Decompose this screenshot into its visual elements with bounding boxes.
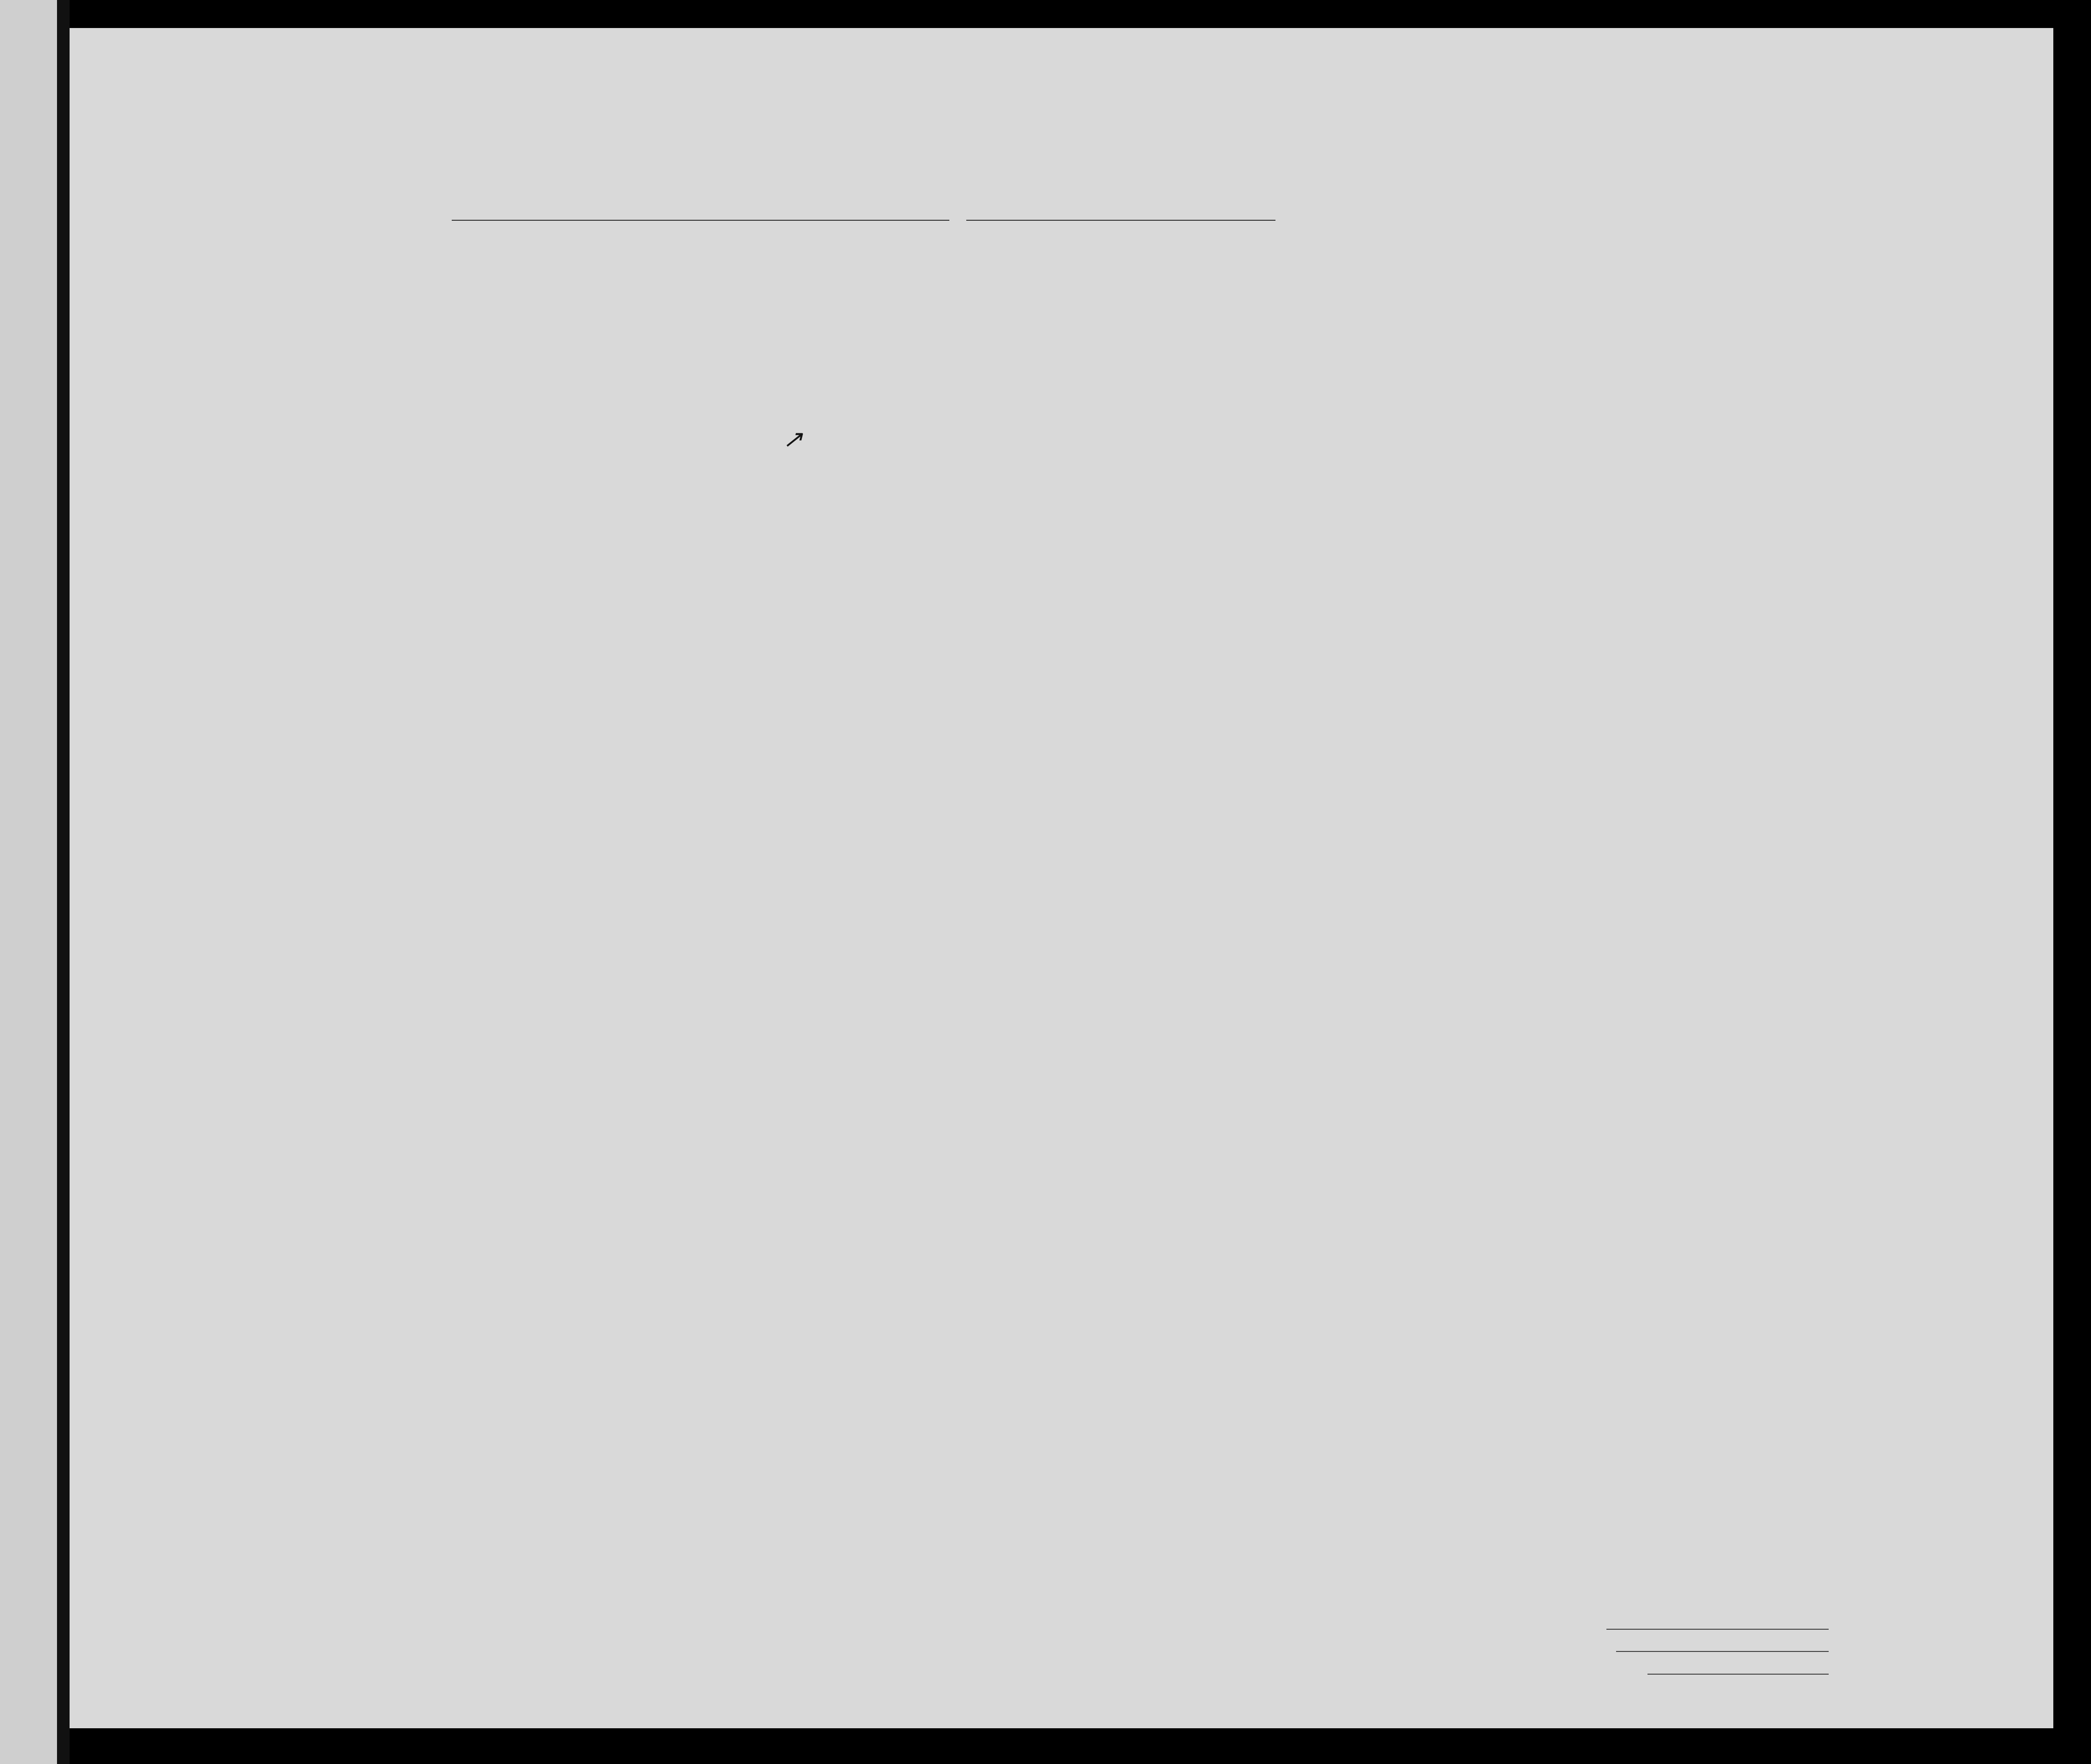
handwritten-check: ↗ bbox=[783, 426, 803, 453]
date-underline bbox=[966, 220, 1275, 221]
footer-agents-rule bbox=[1647, 1674, 1829, 1675]
port-underline bbox=[452, 220, 949, 221]
footer-line-rule bbox=[1606, 1629, 1829, 1630]
footer-owners-rule bbox=[1616, 1651, 1829, 1652]
